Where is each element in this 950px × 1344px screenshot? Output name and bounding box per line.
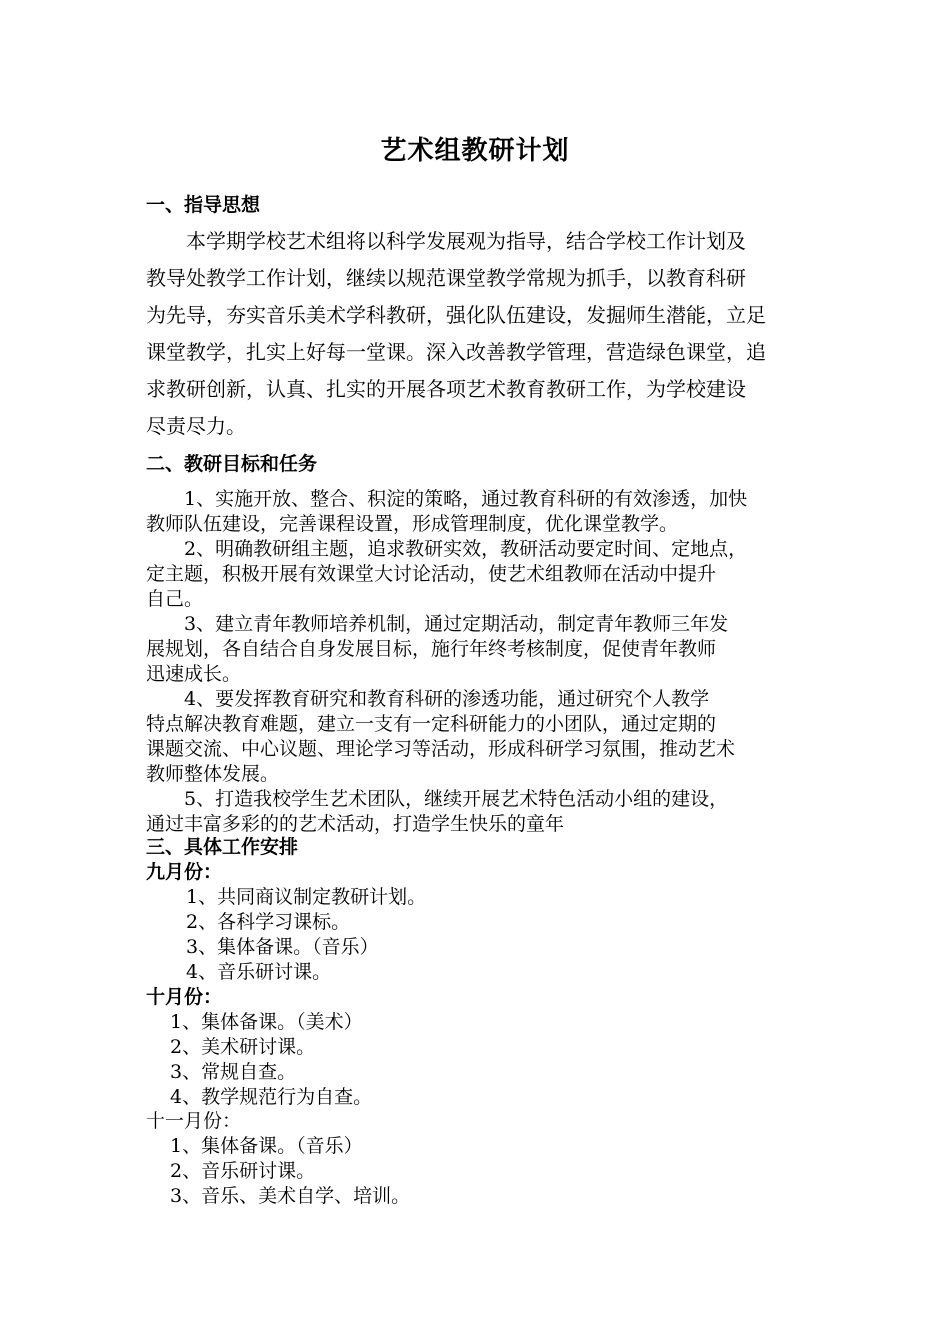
paragraph-line: 求教研创新，认真、扎实的开展各项艺术教育教研工作，为学校建设	[146, 377, 746, 401]
paragraph-line: 教导处教学工作计划，继续以规范课堂教学常规为抓手，以教育科研	[146, 266, 746, 290]
paragraph-line: 4、要发挥教育研究和教育科研的渗透功能，通过研究个人教学	[146, 688, 710, 710]
paragraph-line: 2、明确教研组主题，追求教研实效，教研活动要定时间、定地点，	[146, 538, 748, 560]
list-item: 1、集体备课。（美术）	[170, 1011, 363, 1033]
paragraph-line: 教师队伍建设，完善课程设置，形成管理制度，优化课堂教学。	[146, 513, 679, 535]
paragraph-line: 3、建立青年教师培养机制，通过定期活动，制定青年教师三年发	[146, 613, 729, 635]
list-item: 2、美术研讨课。	[170, 1036, 316, 1058]
list-item: 1、共同商议制定教研计划。	[186, 886, 427, 908]
list-item: 4、教学规范行为自查。	[170, 1086, 373, 1108]
paragraph-line: 为先导，夯实音乐美术学科教研，强化队伍建设，发掘师生潜能，立足	[146, 303, 766, 327]
list-item: 2、音乐研讨课。	[170, 1160, 316, 1182]
paragraph-line: 1、实施开放、整合、积淀的策略，通过教育科研的有效渗透，加快	[146, 488, 748, 510]
list-item: 2、各科学习课标。	[186, 911, 351, 933]
paragraph-line: 尽责尽力。	[146, 414, 246, 438]
paragraph-line: 教师整体发展。	[146, 763, 280, 785]
month-heading-october: 十月份：	[146, 986, 223, 1008]
paragraph-line: 5、打造我校学生艺术团队，继续开展艺术特色活动小组的建设，	[146, 788, 729, 810]
paragraph-line: 定主题，积极开展有效课堂大讨论活动，使艺术组教师在活动中提升	[146, 563, 717, 585]
paragraph-line: 课堂教学，扎实上好每一堂课。深入改善教学管理，营造绿色课堂，追	[146, 340, 766, 364]
list-item: 1、集体备课。（音乐）	[170, 1135, 363, 1157]
section-heading-goals-and-tasks: 二、教研目标和任务	[146, 453, 318, 475]
paragraph-line: 自己。	[146, 588, 204, 610]
list-item: 3、音乐、美术自学、培训。	[170, 1185, 411, 1207]
paragraph-line: 本学期学校艺术组将以科学发展观为指导，结合学校工作计划及	[146, 229, 746, 253]
page-title: 艺术组教研计划	[380, 136, 570, 166]
paragraph-line: 通过丰富多彩的的艺术活动，打造学生快乐的童年	[146, 813, 565, 835]
list-item: 4、音乐研讨课。	[186, 961, 332, 983]
month-heading-september: 九月份：	[146, 861, 223, 883]
list-item: 3、集体备课。（音乐）	[186, 936, 379, 958]
month-heading-november: 十一月份：	[146, 1110, 242, 1132]
paragraph-line: 特点解决教育难题，建立一支有一定科研能力的小团队，通过定期的	[146, 713, 717, 735]
section-heading-guiding-ideology: 一、指导思想	[146, 194, 261, 216]
paragraph-line: 课题交流、中心议题、理论学习等活动，形成科研学习氛围，推动艺术	[146, 738, 736, 760]
list-item: 3、常规自查。	[170, 1061, 297, 1083]
paragraph-line: 展规划，各自结合自身发展目标，施行年终考核制度，促使青年教师	[146, 638, 717, 660]
paragraph-line: 迅速成长。	[146, 663, 242, 685]
section-heading-work-schedule: 三、具体工作安排	[146, 836, 299, 858]
